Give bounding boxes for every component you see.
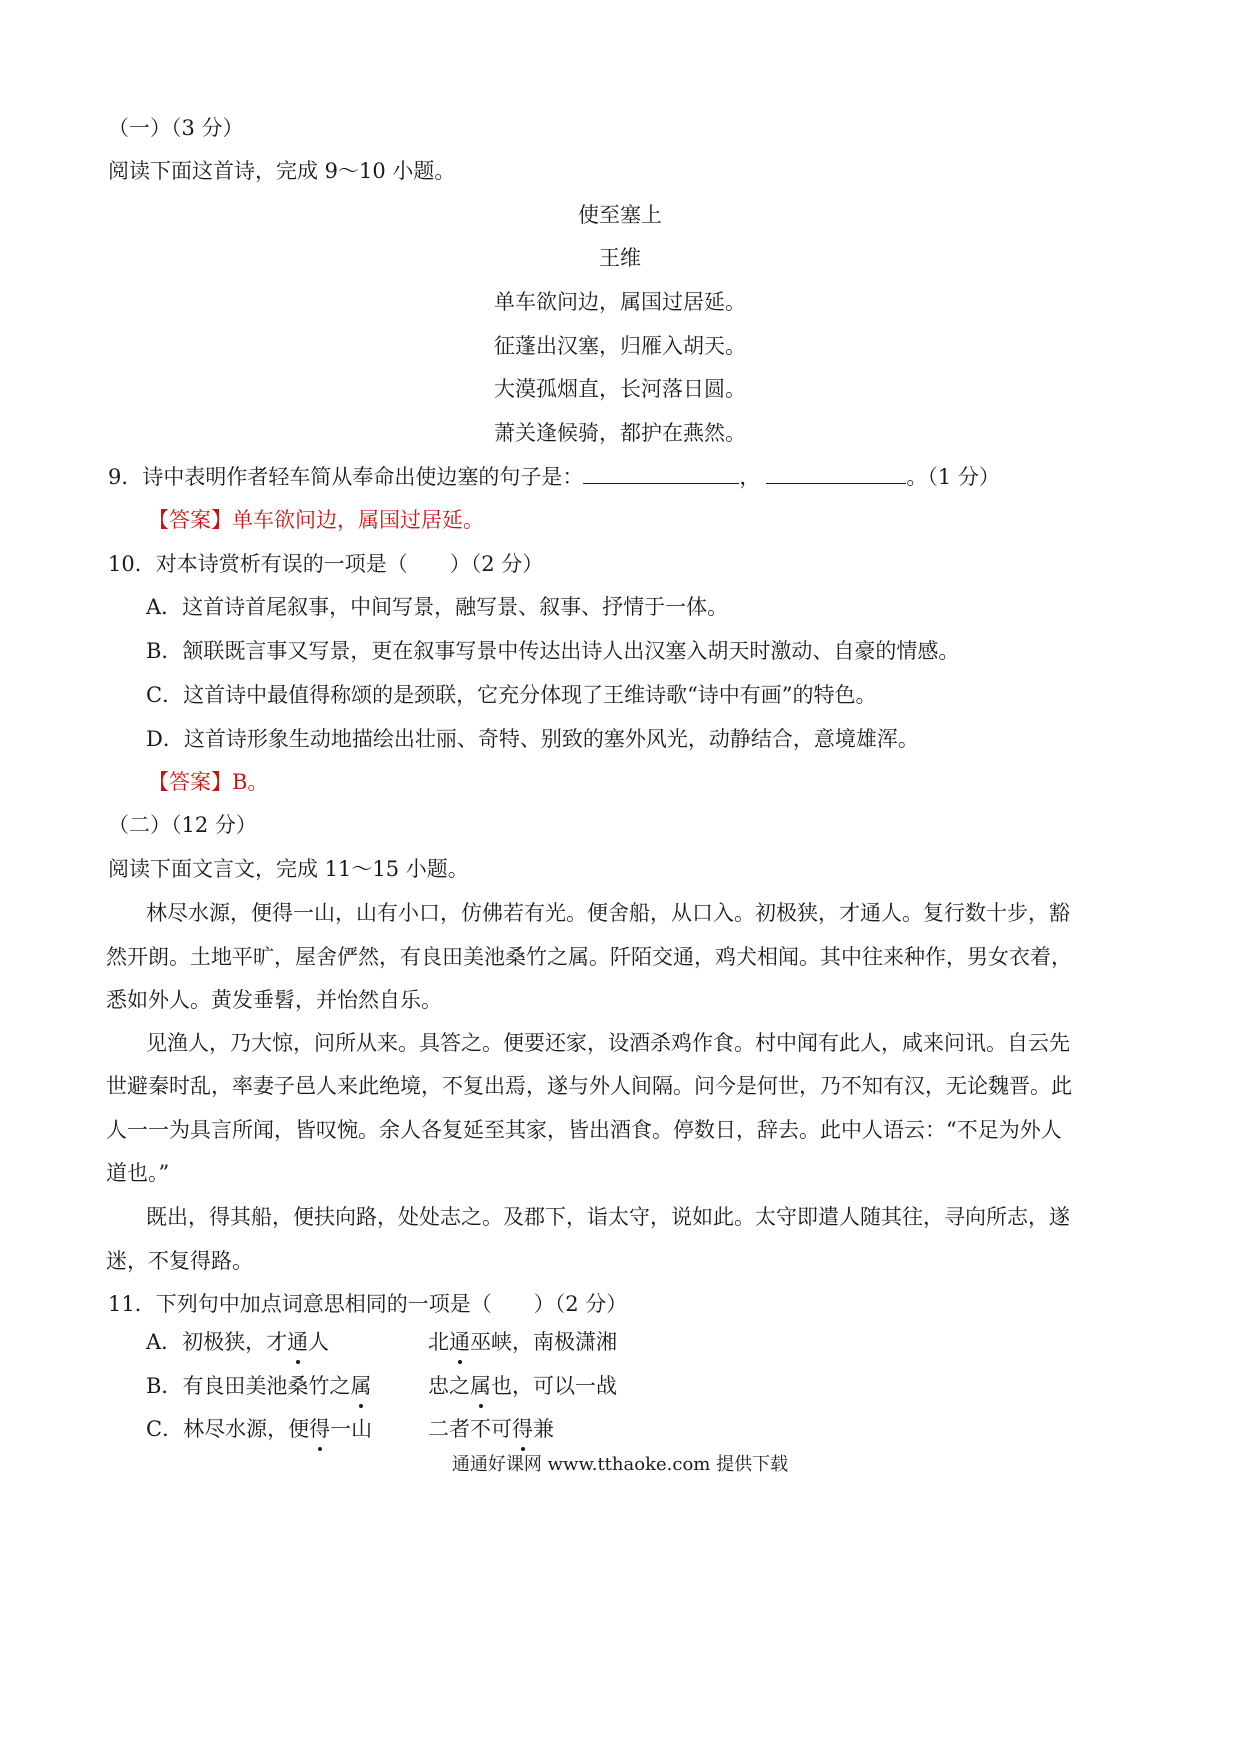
passage-line: 林尽水源，便得一山，山有小口，仿佛若有光。便舍船，从口入。初极狭，才通人。复行数十步，豁 (146, 901, 1070, 925)
poem-line: 萧关逢候骑，都护在燕然。 (494, 421, 746, 445)
option-b: B．颔联既言事又写景，更在叙事写景中传达出诗人出汉塞入胡天时激动、自豪的情感。 (146, 639, 960, 663)
option-c: C．林尽水源，便得一山 (146, 1414, 372, 1444)
section-heading: （二）（12 分） (108, 813, 257, 837)
dotted-word: 属 (350, 1371, 371, 1401)
option-c: C．这首诗中最值得称颂的是颈联，它充分体现了王维诗歌“诗中有画”的特色。 (146, 683, 877, 707)
poem-line: 单车欲问边，属国过居延。 (494, 290, 746, 314)
poem-line: 大漠孤烟直，长河落日圆。 (494, 377, 746, 401)
section-heading: （一）（3 分） (108, 116, 244, 140)
option-a: A．初极狭，才通人 (146, 1327, 329, 1357)
poem-author: 王维 (599, 246, 641, 270)
separator: ， (739, 465, 761, 489)
section-intro: 阅读下面文言文，完成 11～15 小题。 (108, 857, 469, 881)
dotted-word: 得 (512, 1414, 533, 1444)
passage-line: 世避秦时乱，率妻子邑人来此绝境，不复出焉，遂与外人间隔。问今是何世，乃不知有汉，无论魏晋。此 (106, 1074, 1072, 1098)
poem-title: 使至塞上 (578, 203, 662, 227)
option-a: A．这首诗首尾叙事，中间写景，融写景、叙事、抒情于一体。 (146, 595, 729, 619)
question-11: 11．下列句中加点词意思相同的一项是（ ）（2 分） (108, 1292, 628, 1316)
dotted-word: 得 (309, 1414, 330, 1444)
passage-line: 道也。” (106, 1161, 170, 1185)
option-a-compare: 北通巫峡，南极潇湘 (428, 1327, 617, 1357)
footer-text: 通通好课网 www.tthaoke.com 提供下载 (451, 1454, 789, 1475)
answer-text: 【答案】单车欲问边，属国过居延。 (148, 508, 484, 532)
option-b-compare: 忠之属也，可以一战 (428, 1371, 617, 1401)
option-c-compare: 二者不可得兼 (428, 1414, 554, 1444)
answer-blank[interactable] (583, 463, 739, 484)
passage-line: 然开朗。土地平旷，屋舍俨然，有良田美池桑竹之属。阡陌交通，鸡犬相闻。其中往来种作，男女衣着， (106, 945, 1072, 969)
question-stem: 9．诗中表明作者轻车简从奉命出使边塞的句子是： (108, 465, 584, 489)
passage-line: 悉如外人。黄发垂髫，并怡然自乐。 (106, 988, 442, 1012)
dotted-word: 通 (449, 1327, 470, 1357)
answer-blank[interactable] (766, 463, 906, 484)
section-intro: 阅读下面这首诗，完成 9～10 小题。 (108, 159, 456, 183)
option-d: D．这首诗形象生动地描绘出壮丽、奇特、别致的塞外风光，动静结合，意境雄浑。 (146, 727, 919, 751)
dotted-word: 通 (287, 1327, 308, 1357)
passage-line: 见渔人，乃大惊，问所从来。具答之。便要还家，设酒杀鸡作食。村中闻有此人，咸来问讯。自云先 (146, 1031, 1070, 1055)
option-b: B．有良田美池桑竹之属 (146, 1371, 371, 1401)
question-9 (108, 462, 1000, 492)
poem-line: 征蓬出汉塞，归雁入胡天。 (494, 334, 746, 358)
question-10: 10．对本诗赏析有误的一项是（ ）（2 分） (108, 552, 544, 576)
passage-line: 既出，得其船，便扶向路，处处志之。及郡下，诣太守，说如此。太守即遣人随其往，寻向所志，遂 (146, 1205, 1070, 1229)
passage-line: 人一一为具言所闻，皆叹惋。余人各复延至其家，皆出酒食。停数日，辞去。此中人语云：“不足为外人 (106, 1118, 1062, 1142)
passage-line: 迷，不复得路。 (106, 1249, 253, 1273)
answer-text: 【答案】B。 (148, 770, 269, 794)
dotted-word: 属 (470, 1371, 491, 1401)
question-points: 。（1 分） (906, 465, 1000, 489)
